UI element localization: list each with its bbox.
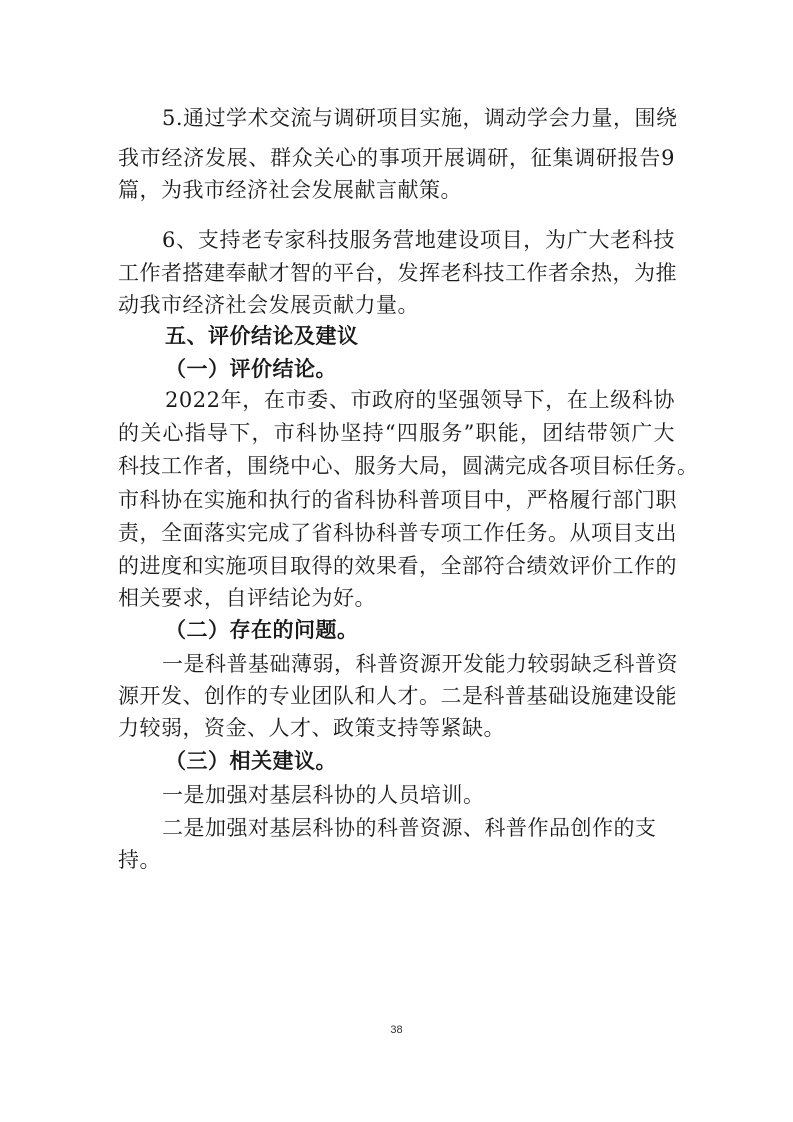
paragraph-line: 科技工作者，围绕中心、服务大局，圆满完成各项目标任务。 (118, 454, 699, 478)
paragraph-line: 工作者搭建奉献才智的平台，发挥老科技工作者余热，为推 (118, 261, 677, 285)
paragraph-line: 责，全面落实完成了省科协科普专项工作任务。从项目支出 (118, 521, 677, 545)
paragraph-line: 市科协在实施和执行的省科协科普项目中，严格履行部门职 (118, 488, 677, 512)
page-number: 38 (390, 1024, 403, 1036)
paragraph-line: 动我市经济社会发展贡献力量。 (118, 293, 419, 317)
subsection-heading: （一）评价结论。 (165, 357, 337, 381)
paragraph-line: 2022年，在市委、市政府的坚强领导下，在上级科协 (165, 388, 675, 412)
paragraph-line: 5.通过学术交流与调研项目实施，调动学会力量，围绕 (162, 106, 678, 130)
paragraph-line: 相关要求，自评结论为好。 (118, 586, 376, 610)
paragraph-line: 6、支持老专家科技服务营地建设项目，为广大老科技 (162, 228, 675, 252)
section-heading: 五、评价结论及建议 (165, 324, 359, 348)
paragraph-line: 的进度和实施项目取得的效果看，全部符合绩效评价工作的 (118, 554, 677, 578)
paragraph-line: 一是科普基础薄弱，科普资源开发能力较弱缺乏科普资 (162, 652, 678, 676)
paragraph-line: 我市经济发展、群众关心的事项开展调研，征集调研报告9 (118, 146, 675, 170)
paragraph-line: 篇，为我市经济社会发展献言献策。 (118, 178, 462, 202)
paragraph-line: 持。 (118, 848, 161, 872)
paragraph-line: 一是加强对基层科协的人员培训。 (162, 783, 485, 807)
paragraph-line: 的关心指导下，市科协坚持“四服务”职能，团结带领广大 (118, 421, 675, 445)
paragraph-line: 力较弱，资金、人才、政策支持等紧缺。 (118, 716, 505, 740)
subsection-heading: （三）相关建议。 (165, 749, 337, 773)
paragraph-line: 二是加强对基层科协的科普资源、科普作品创作的支 (162, 816, 657, 840)
paragraph-line: 源开发、创作的专业团队和人才。二是科普基础设施建设能 (118, 684, 677, 708)
subsection-heading: （二）存在的问题。 (165, 618, 359, 642)
